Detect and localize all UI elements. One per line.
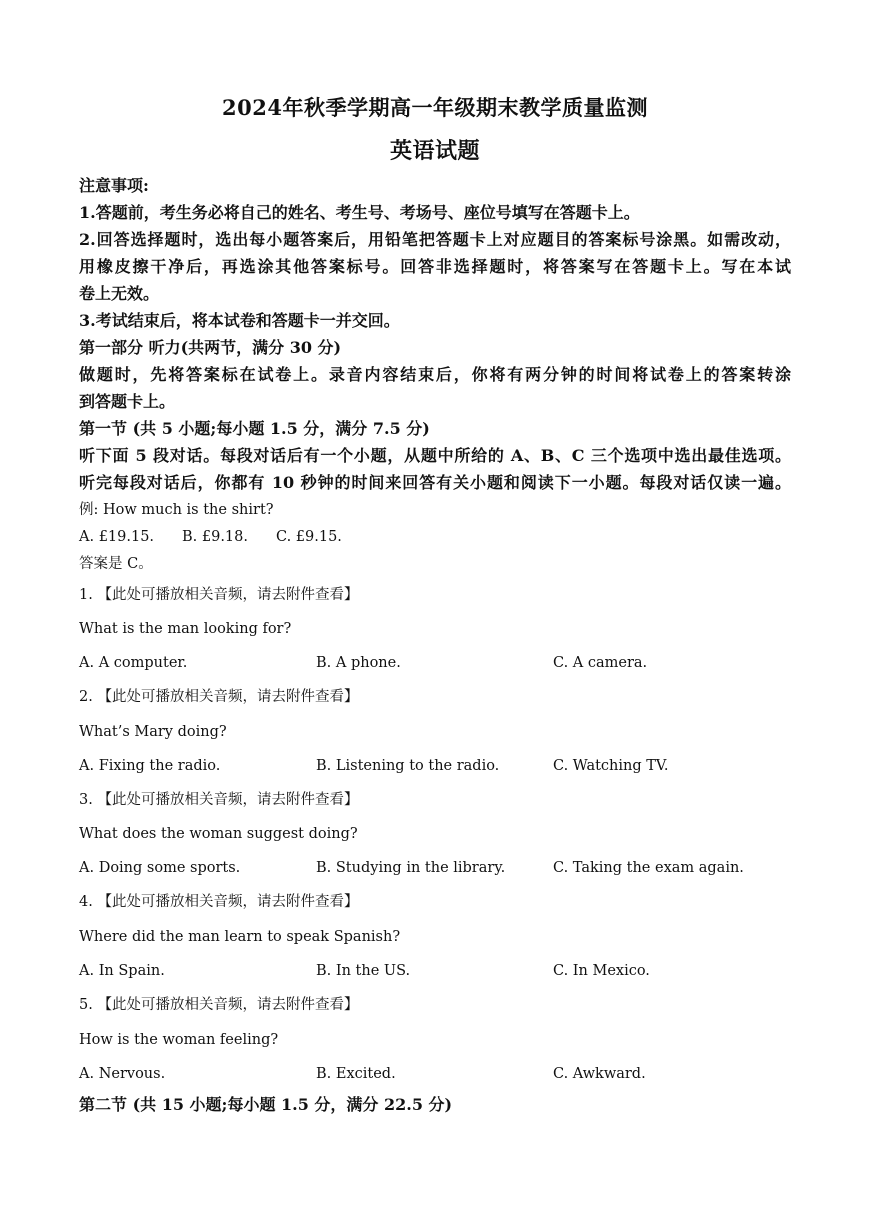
part1-desc-line-2: 到答题卡上。 (79, 392, 176, 411)
q5-option-b: B. Excited. (316, 1066, 396, 1082)
example-answer: 答案是 C。 (79, 556, 153, 572)
q3-option-c: C. Taking the exam again. (553, 860, 744, 876)
section1-heading: 第一节 (共 5 小题;每小题 1.5 分，满分 7.5 分) (79, 419, 430, 438)
notice-item-3: 3.考试结束后，将本试卷和答题卡一并交回。 (79, 311, 400, 330)
example-option-b: B. £9.18. (182, 529, 248, 545)
q1-question: What is the man looking for? (79, 621, 292, 637)
exam-subject-title: 英语试题 (389, 138, 480, 164)
part1-desc-line-1: 做题时，先将答案标在试卷上。录音内容结束后，你将有两分钟的时间将试卷上的答案转涂 (79, 365, 791, 384)
q4-option-b: B. In the US. (316, 963, 411, 979)
q5-question: How is the woman feeling? (79, 1032, 279, 1048)
q2-option-b: B. Listening to the radio. (316, 758, 500, 774)
notice-item-2-line-2: 用橡皮擦干净后，再选涂其他答案标号。回答非选择题时，将答案写在答题卡上。写在本试 (79, 257, 791, 276)
notice-item-1: 1.答题前，考生务必将自己的姓名、考生号、考场号、座位号填写在答题卡上。 (79, 203, 640, 222)
q2-audio-placeholder: 2. 【此处可播放相关音频，请去附件查看】 (79, 689, 359, 705)
q3-audio-placeholder: 3. 【此处可播放相关音频，请去附件查看】 (79, 792, 359, 808)
q3-option-a: A. Doing some sports. (79, 860, 241, 876)
q4-question: Where did the man learn to speak Spanish? (79, 929, 401, 945)
section1-desc-line-1: 听下面 5 段对话。每段对话后有一个小题，从题中所给的 A、B、C 三个选项中选出最佳选项。 (79, 446, 791, 465)
q4-audio-placeholder: 4. 【此处可播放相关音频，请去附件查看】 (79, 894, 359, 910)
example-option-a: A. £19.15. (79, 529, 155, 545)
example-option-c: C. £9.15. (276, 529, 342, 545)
q1-option-b: B. A phone. (316, 655, 401, 671)
q5-option-c: C. Awkward. (553, 1066, 646, 1082)
section1-desc-line-2: 听完每段对话后，你都有 10 秒钟的时间来回答有关小题和阅读下一小题。每段对话仅读一遍。 (79, 473, 791, 492)
q3-option-b: B. Studying in the library. (316, 860, 506, 876)
q4-option-a: A. In Spain. (79, 963, 165, 979)
q4-option-c: C. In Mexico. (553, 963, 650, 979)
q2-question: What’s Mary doing? (79, 724, 227, 740)
q1-option-c: C. A camera. (553, 655, 648, 671)
notice-heading: 注意事项: (79, 176, 149, 195)
section2-heading: 第二节 (共 15 小题;每小题 1.5 分，满分 22.5 分) (79, 1095, 453, 1114)
notice-item-2-line-1: 2.回答选择题时，选出每小题答案后，用铅笔把答题卡上对应题目的答案标号涂黑。如需改动， (79, 230, 791, 249)
exam-title: 2024年秋季学期高一年级期末教学质量监测 (222, 95, 648, 120)
q5-audio-placeholder: 5. 【此处可播放相关音频，请去附件查看】 (79, 997, 359, 1013)
example-question: 例: How much is the shirt? (79, 502, 274, 518)
notice-item-2-line-3: 卷上无效。 (79, 284, 160, 303)
q1-audio-placeholder: 1. 【此处可播放相关音频，请去附件查看】 (79, 587, 359, 603)
q2-option-c: C. Watching TV. (553, 758, 669, 774)
q2-option-a: A. Fixing the radio. (79, 758, 221, 774)
q5-option-a: A. Nervous. (79, 1066, 166, 1082)
q3-question: What does the woman suggest doing? (79, 826, 358, 842)
q1-option-a: A. A computer. (79, 655, 188, 671)
part1-heading: 第一部分 听力(共两节，满分 30 分) (79, 338, 342, 357)
